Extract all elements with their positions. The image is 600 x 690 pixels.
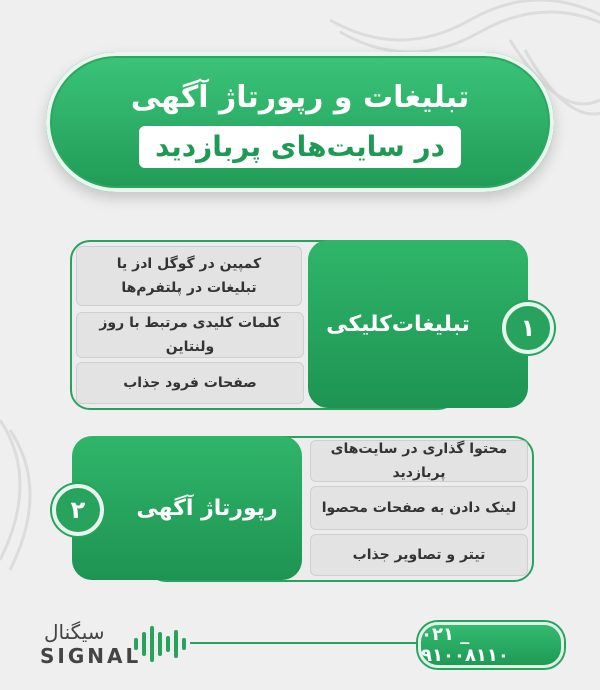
title-banner bbox=[46, 52, 554, 192]
section-1-item-1: کمپین در گوگل ادز یا تبلیغات در پلتفرم‌ها bbox=[76, 246, 302, 306]
phone-number-badge[interactable]: ۰۲۱ _ ۹۱۰۰۸۱۱۰ bbox=[418, 622, 564, 668]
section-1-header bbox=[308, 240, 528, 408]
title-line-1: تبلیغات و رپورتاژ آگهی bbox=[130, 80, 470, 115]
sound-wave-icon bbox=[132, 624, 188, 664]
section-2-item-2: لینک دادن به صفحات محصوا bbox=[310, 486, 528, 530]
section-1-item-2: کلمات کلیدی مرتبط با روز ولنتاین bbox=[76, 312, 304, 358]
section-2-item-3: تیتر و تصاویر جذاب bbox=[310, 534, 528, 576]
section-2-item-1: محتوا گذاری در سایت‌های پربازدید bbox=[310, 440, 528, 482]
section-2-title: رپورتاژ آگهی bbox=[136, 495, 278, 521]
section-2-number-badge: ۲ bbox=[52, 484, 104, 536]
section-2-header bbox=[72, 436, 302, 580]
section-1-item-3: صفحات فرود جذاب bbox=[76, 362, 304, 404]
section-1-title: تبلیغات‌کلیکی bbox=[326, 311, 470, 337]
brand-name-fa: سیگنال bbox=[44, 620, 105, 644]
section-1-number-badge: ۱ bbox=[502, 302, 554, 354]
brand-name-en: SIGNAL bbox=[40, 644, 142, 668]
title-line-2: در سایت‌های پربازدید bbox=[139, 126, 461, 168]
footer-divider bbox=[190, 642, 416, 644]
